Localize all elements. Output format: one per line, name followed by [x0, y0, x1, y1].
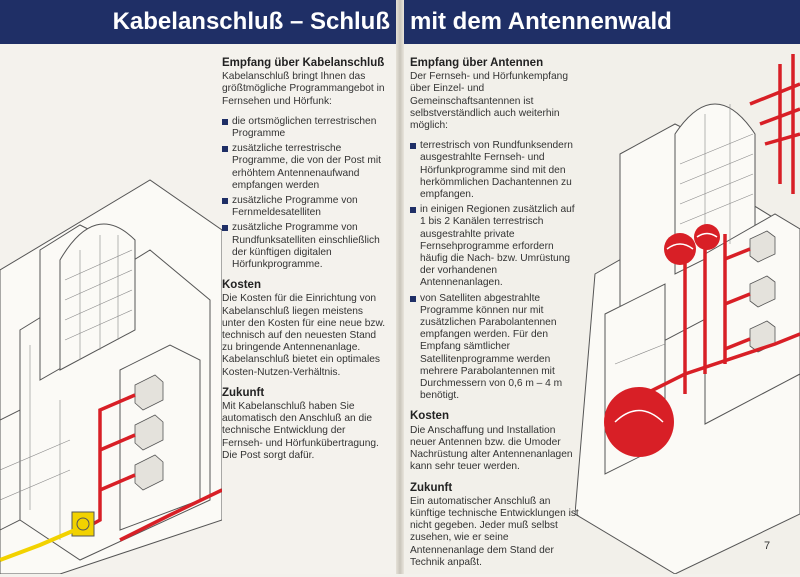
book-gutter: [396, 0, 404, 574]
heading-cable-costs: Kosten: [222, 279, 261, 292]
heading-cable-future: Zukunft: [222, 386, 265, 399]
cable-costs-text: Die Kosten für die Einrichtung von Kabelanschluß liegen meistens unter den Kosten für eine neue bzw. technisch auf den neuesten Stand zu bringende Antennenanlage. Kabelanschluß bietet ein optimales Kosten-Nutzen-Verhältnis.: [222, 293, 386, 378]
list-item: zusätzliche Programme von Rundfunksatelliten einschließlich der künftigen digitalen Hörfunkprogramme.: [222, 222, 387, 271]
antenna-text-column: [410, 57, 580, 577]
antenna-bullet-list: [410, 140, 580, 402]
cable-future-text: Mit Kabelanschluß haben Sie automatisch den Anschluß an die technische Entwicklung der Fernseh- und Hörfunkübertragung. Die Post sorgt dafür.: [222, 401, 379, 461]
list-item: in einigen Regionen zusätzlich auf 1 bis 2 Kanälen terrestrisch ausgestrahlte private Fernsehprogramme erfordern häufig die Nach- bzw. Umrüstung der vorhandenen Antennenanlagen.: [410, 204, 580, 289]
page-number: 7: [764, 540, 771, 552]
cable-house-illustration: [0, 0, 222, 574]
title-banner-right: [404, 0, 800, 44]
list-item: zusätzliche Programme von Fernmeldesatelliten: [222, 195, 387, 219]
list-item: terrestrisch von Rundfunksendern ausgestrahlte Fernseh- und Hörfunkprogramme sind mit den herkömmlichen Dachantennen zu empfangen.: [410, 140, 580, 201]
list-item: die ortsmöglichen terrestrischen Programme: [222, 116, 387, 140]
antenna-house-illustration: [575, 44, 800, 574]
cable-text-column: [222, 57, 387, 470]
heading-antenna-costs: Kosten: [410, 410, 449, 423]
antenna-intro: Der Fernseh- und Hörfunkempfang über Einzel- und Gemeinschaftsantennen ist selbstverständlich auch weiterhin möglich:: [410, 71, 568, 132]
heading-antenna-future: Zukunft: [410, 481, 453, 494]
title-left: Kabelanschluß – Schluß: [112, 8, 390, 35]
antenna-costs-text: Die Anschaffung und Installation neuer Antennen bzw. die Umoder Nachrüstung alter Antennenanlagen kann sehr teuer werden.: [410, 424, 573, 473]
cable-intro: Kabelanschluß bringt Ihnen das größtmögliche Programmangebot in Fernsehen und Hörfunk:: [222, 71, 385, 107]
heading-cable-reception: Empfang über Kabelanschluß: [222, 57, 385, 69]
list-item: zusätzliche terrestrische Programme, die von der Post mit erhöhtem Antennenaufwand empfangen werden: [222, 143, 387, 192]
cable-bullet-list: [222, 116, 387, 271]
heading-antenna-reception: Empfang über Antennen: [410, 57, 544, 69]
title-right: mit dem Antennenwald: [410, 8, 672, 35]
antenna-future-text: Ein automatischer Anschluß an künftige technische Entwicklungen ist nicht gegeben. Jeder muß selbst zusehen, wie er seine Antennenanlage dem Stand der Technik anpaßt.: [410, 495, 579, 568]
list-item: von Satelliten abgestrahlte Programme können nur mit zusätzlichen Parabolantennen empfangen werden. Für den Empfang sämtlicher Satellitenprogramme werden mehrere Parabolantennen mit Durchmessern von 0,6 m – 4 m benötigt.: [410, 293, 580, 403]
